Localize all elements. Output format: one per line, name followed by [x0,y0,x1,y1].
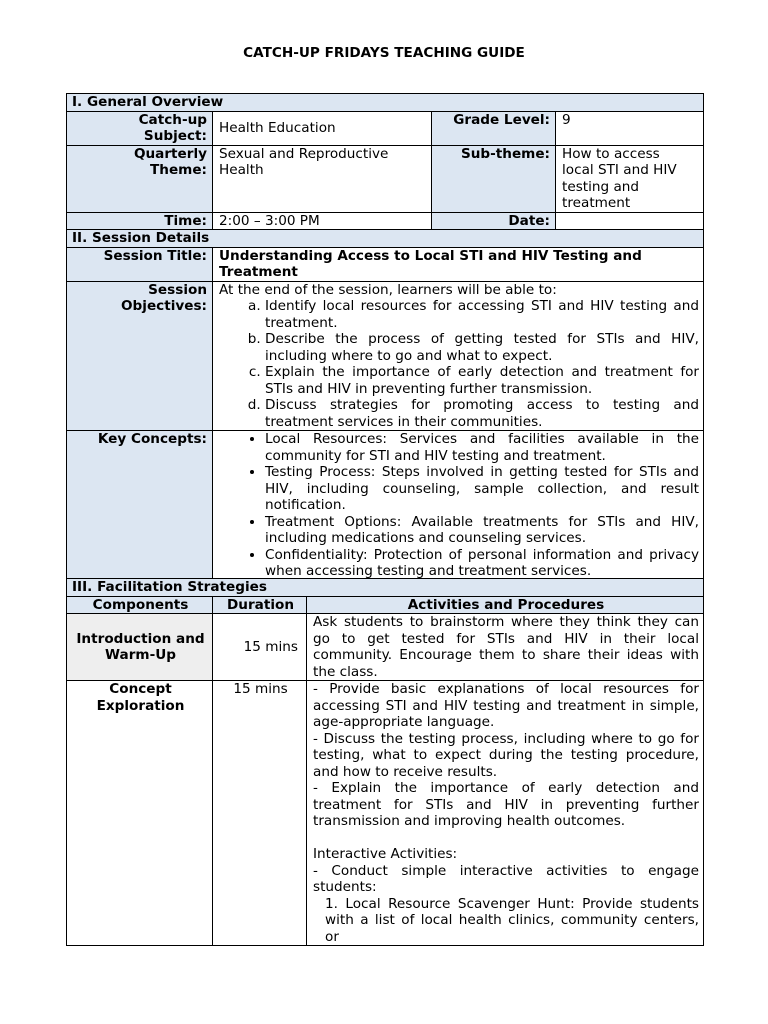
objective-item: c. Explain the importance of early detection and treatment for STIs and HIV in preventing further transmission. [265,364,699,397]
overview-table [66,93,704,581]
section-session-details: II. Session Details [67,230,704,248]
session-title-label: Session Title: [67,247,213,281]
grade-value: 9 [556,111,704,145]
facilitation-table [66,578,704,946]
activity-line: - Provide basic explanations of local resources for accessing STI and HIV testing and treatment in simple, age-appropriate language. [313,681,699,730]
section-general-overview: I. General Overview [67,94,704,112]
col-components: Components [67,596,213,614]
concept-item: • Local Resources: Services and facilities available in the community for STI and HIV testing and treatment. [265,431,699,464]
key-concepts-label: Key Concepts: [67,431,213,581]
activities-concept [307,681,704,946]
activities-intro: Ask students to brainstorm where they think they can go to get tested for STIs and HIV in their local community. Encourage them to share their ideas with the class. [307,614,704,681]
concept-item: • Testing Process: Steps involved in getting tested for STIs and HIV, including counseling, sample collection, and result notification. [265,464,699,514]
activity-line: - Explain the importance of early detection and treatment for STIs and HIV in preventing further transmission and improving health outcomes. [313,780,699,829]
objectives-list [219,298,699,430]
objectives-label: Session Objectives: [67,281,213,431]
interactive-line: - Conduct simple interactive activities to engage students: [313,862,699,895]
subject-label: Catch-up Subject: [67,111,213,145]
time-label: Time: [67,212,213,230]
time-value: 2:00 – 3:00 PM [213,212,432,230]
objective-item: b. Describe the process of getting tested for STIs and HIV, including where to go and what to expect. [265,331,699,364]
grade-label: Grade Level: [432,111,556,145]
theme-value: Sexual and Reproductive Health [213,145,432,212]
duration-concept: 15 mins [213,681,307,946]
subject-value: Health Education [213,111,432,145]
activity-line: - Discuss the testing process, including where to go for testing, what to expect during the testing procedure, and how to receive results. [313,730,699,780]
theme-label: Quarterly Theme: [67,145,213,212]
key-concepts-cell [213,431,704,581]
numbered-activity: 1. Local Resource Scavenger Hunt: Provide students with a list of local health clinics, community centers, or [325,895,699,945]
key-concepts-list [219,431,699,580]
objective-item: d. Discuss strategies for promoting access to testing and treatment services in their communities. [265,397,699,430]
concept-item: • Confidentiality: Protection of personal information and privacy when accessing testing and treatment services. [265,547,699,580]
interactive-heading: Interactive Activities: [313,846,458,862]
section-facilitation: III. Facilitation Strategies [67,579,704,597]
duration-intro: 15 mins [213,614,307,681]
subtheme-label: Sub-theme: [432,145,556,212]
objectives-intro: At the end of the session, learners will be able to: [219,281,557,298]
session-title-value: Understanding Access to Local STI and HIV Testing and Treatment [213,247,704,281]
date-label: Date: [432,212,556,230]
col-duration: Duration [213,596,307,614]
objectives-cell [213,281,704,431]
objective-item: a. Identify local resources for accessing STI and HIV testing and treatment. [265,298,699,331]
subtheme-value: How to access local STI and HIV testing and treatment [556,145,704,212]
concept-item: • Treatment Options: Available treatments for STIs and HIV, including medications and counseling services. [265,514,699,547]
document-title: CATCH-UP FRIDAYS TEACHING GUIDE [243,45,525,61]
col-activities: Activities and Procedures [307,596,704,614]
component-concept: Concept Exploration [67,681,213,946]
component-intro: Introduction and Warm-Up [67,614,213,681]
date-value [556,212,704,230]
